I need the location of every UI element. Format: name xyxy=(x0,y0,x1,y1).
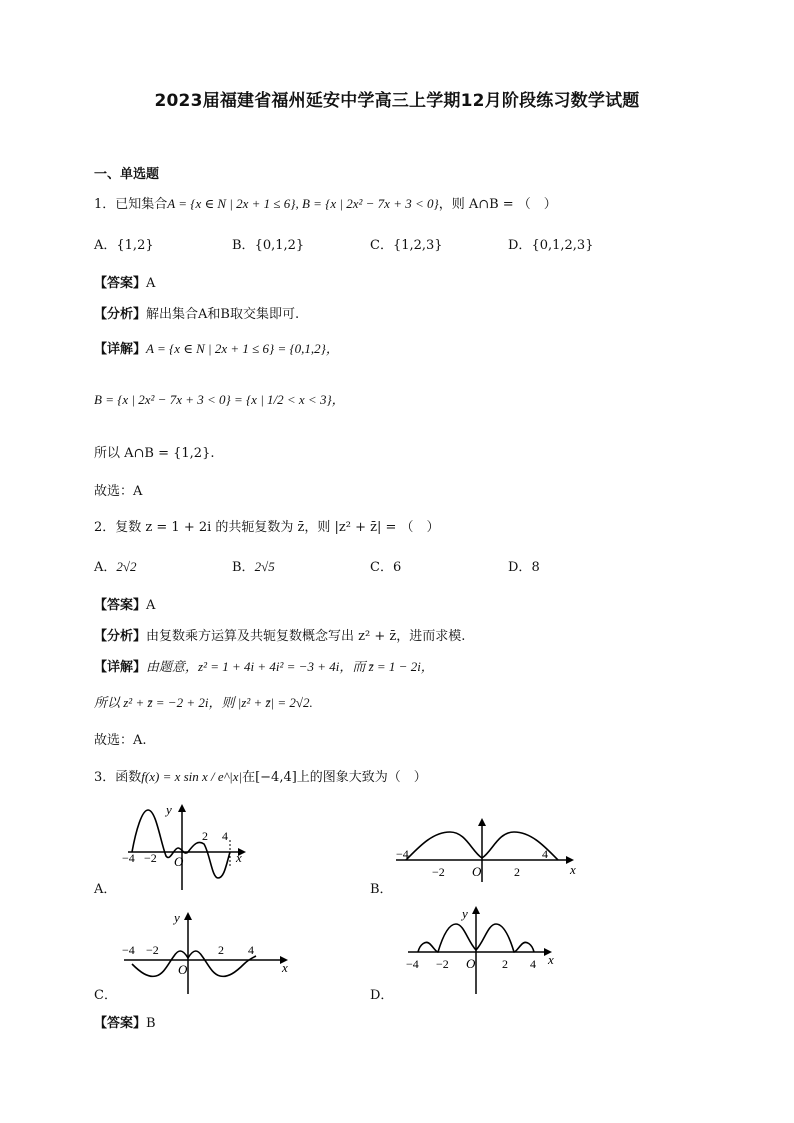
graph-a-y-label: y xyxy=(166,802,172,817)
graph-d-y-label: y xyxy=(462,906,468,921)
q1-stem xyxy=(94,193,557,212)
q1-ask: ，则 A∩B = （ ） xyxy=(438,197,557,212)
graph-a-origin: O xyxy=(174,854,184,869)
q3-option-d-label: D． xyxy=(370,988,394,1003)
graph-c-y-label: y xyxy=(174,910,180,925)
graph-c-origin: O xyxy=(178,962,188,977)
q2-stem: 2．复数 z = 1 + 2i 的共轭复数为 z̄，则 |z² + z̄| = （ ） xyxy=(94,520,440,535)
graph-a-tick-neg2: −2 xyxy=(144,851,157,865)
graph-d-tick-neg4: −4 xyxy=(406,957,419,971)
graph-d-origin: O xyxy=(466,956,476,971)
q1-answer: 【答案】A xyxy=(94,276,156,291)
graph-option-a xyxy=(118,800,248,892)
graph-a-tick-2: 2 xyxy=(202,829,208,843)
graph-b-x-label: x xyxy=(570,862,576,877)
q2-analysis: 【分析】由复数乘方运算及共轭复数概念写出 z² + z̄，进而求模. xyxy=(94,629,466,644)
q1-analysis: 【分析】解出集合A和B取交集即可. xyxy=(94,307,300,322)
q2-detail-2: 所以 z² + z̄ = −2 + 2i，则 |z² + z̄| = 2√2. xyxy=(94,695,313,710)
graph-d-tick-neg2: −2 xyxy=(436,957,449,971)
graph-b-tick-4: 4 xyxy=(542,847,548,861)
graph-option-c xyxy=(118,906,294,996)
q2-option-a: A．2√2 xyxy=(94,559,137,575)
q1-detail-1: 【详解】A = {x ∈ N | 2x + 1 ≤ 6} = {0,1,2}， xyxy=(94,341,339,357)
q1-sets: A = {x ∈ N | 2x + 1 ≤ 6}, B = {x | 2x² − 7x + 3 < 0} xyxy=(167,196,439,211)
q3-function: f(x) = x sin x / e^|x| xyxy=(141,769,243,784)
q2-detail-1: 【详解】由题意，z² = 1 + 4i + 4i² = −3 + 4i，而 z̄ = 1 − 2i， xyxy=(94,659,434,675)
q1-conclusion: 故选：A xyxy=(94,484,143,499)
graph-c-tick-4: 4 xyxy=(248,943,254,957)
graph-b-origin: O xyxy=(472,864,482,879)
graph-d-x-label: x xyxy=(548,952,554,967)
graph-b-tick-neg4: −4 xyxy=(396,847,409,861)
graph-a-tick-neg4: −4 xyxy=(122,851,135,865)
graph-a-tick-4: 4 xyxy=(222,829,228,843)
graph-option-d xyxy=(402,902,558,998)
q2-option-b: B．2√5 xyxy=(232,559,275,575)
q1-option-c: C．{1,2,3} xyxy=(370,238,443,253)
q3-option-c-label: C． xyxy=(94,988,117,1003)
q3-answer: 【答案】B xyxy=(94,1016,156,1031)
page-title: 2023届福建省福州延安中学高三上学期12月阶段练习数学试题 xyxy=(154,91,640,111)
q2-answer: 【答案】A xyxy=(94,598,156,613)
q1-option-a: A．{1,2} xyxy=(94,238,154,253)
q3-option-a-label: A． xyxy=(94,882,117,897)
graph-c-x-label: x xyxy=(282,960,288,975)
q1-option-b: B．{0,1,2} xyxy=(232,238,305,253)
q1-detail-2: B = {x | 2x² − 7x + 3 < 0} = {x | 1/2 < x < 3}， xyxy=(94,392,345,407)
section-heading: 一、单选题 xyxy=(94,167,160,182)
graph-d-tick-2: 2 xyxy=(502,957,508,971)
q1-detail-3: 所以 A∩B = {1,2}. xyxy=(94,446,215,461)
graph-c-tick-neg2: −2 xyxy=(146,943,159,957)
graph-option-b xyxy=(392,818,578,884)
graph-c-tick-2: 2 xyxy=(218,943,224,957)
q1-stem-text: 1．已知集合 xyxy=(94,197,168,212)
graph-b-tick-neg2: −2 xyxy=(432,865,445,879)
q2-conclusion: 故选：A. xyxy=(94,733,147,748)
q3-stem: 3．函数f(x) = x sin x / e^|x|在[−4,4]上的图象大致为（ ） xyxy=(94,769,427,785)
graph-d-tick-4: 4 xyxy=(530,957,536,971)
q2-option-c: C．6 xyxy=(370,560,402,575)
graph-b-tick-2: 2 xyxy=(514,865,520,879)
graph-a-x-label: x xyxy=(236,850,242,865)
q1-option-d: D．{0,1,2,3} xyxy=(508,238,594,253)
q2-option-d: D．8 xyxy=(508,560,540,575)
q3-option-b-label: B． xyxy=(370,882,393,897)
graph-c-tick-neg4: −4 xyxy=(122,943,135,957)
